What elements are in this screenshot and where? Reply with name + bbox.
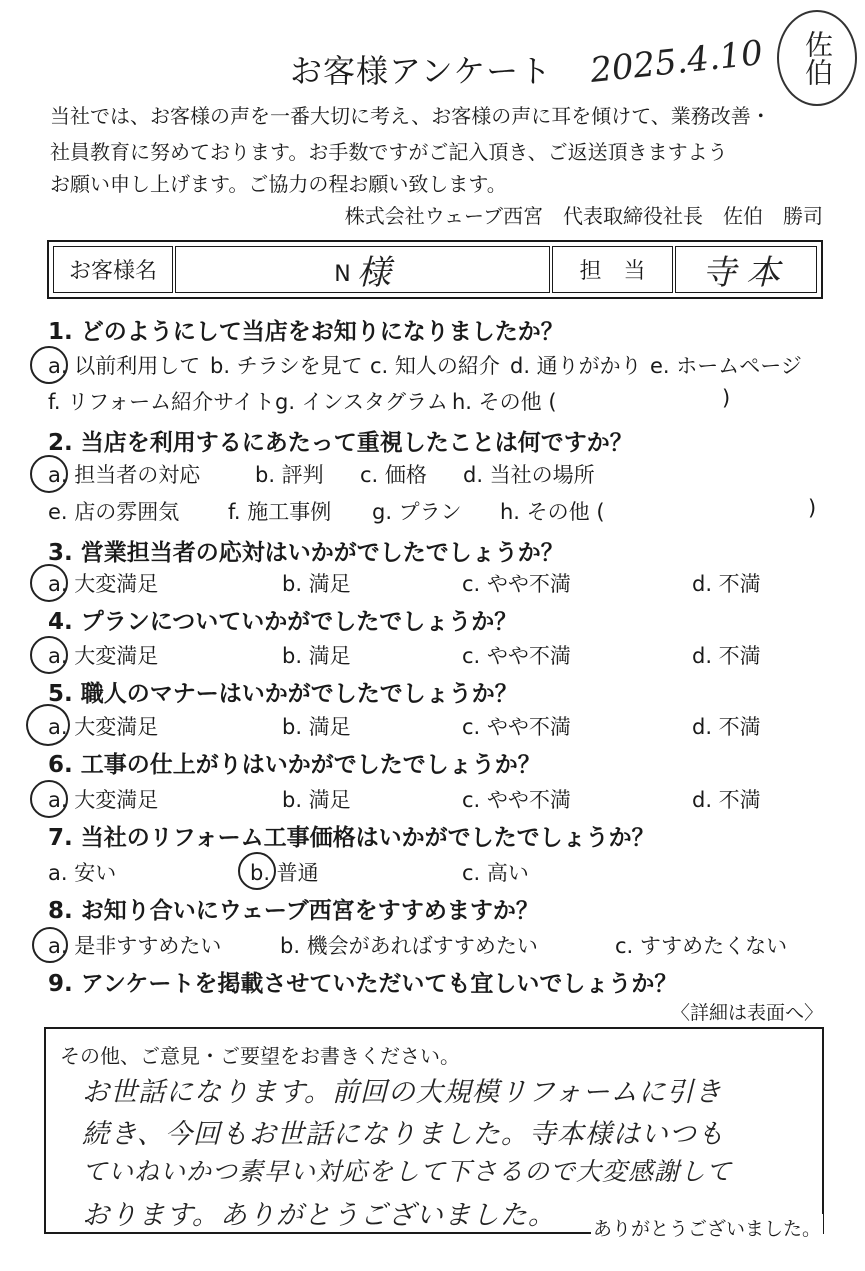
q4-option-d[interactable]: d. 不満 <box>692 644 761 668</box>
q5-option-b[interactable]: b. 満足 <box>282 715 351 739</box>
form-title: お客様アンケート <box>290 52 553 90</box>
q2-answer-circle <box>30 455 68 493</box>
q2-option-c[interactable]: c. 価格 <box>360 463 427 487</box>
q1-option-h-close: ) <box>722 386 731 410</box>
q8-option-b[interactable]: b. 機会があればすすめたい <box>280 934 538 958</box>
staff-field[interactable] <box>675 246 817 293</box>
stamp-text: 佐伯 <box>801 30 834 86</box>
comment-line-1: お世話になります。前回の大規模リフォームに引き <box>82 1077 723 1108</box>
q3-option-c[interactable]: c. やや不満 <box>462 572 571 596</box>
customer-header-table <box>47 240 823 299</box>
q1-option-a[interactable]: a. 以前利用して <box>48 354 201 378</box>
staff-name: 寺本 <box>702 253 790 293</box>
q1-option-e[interactable]: e. ホームページ <box>650 354 802 378</box>
q2-option-e[interactable]: e. 店の雰囲気 <box>48 500 180 524</box>
q1-option-f[interactable]: f. リフォーム紹介サイト <box>48 390 275 414</box>
customer-name-field[interactable] <box>175 246 550 293</box>
q1-option-c[interactable]: c. 知人の紹介 <box>370 354 500 378</box>
handwritten-date: 2025.4.10 <box>588 33 765 91</box>
q4-answer-circle <box>30 636 68 674</box>
q2-option-d[interactable]: d. 当社の場所 <box>463 463 595 487</box>
q7-option-b[interactable]: b. 普通 <box>250 861 319 885</box>
q6-option-d[interactable]: d. 不満 <box>692 788 761 812</box>
q6-option-c[interactable]: c. やや不満 <box>462 788 571 812</box>
q2-option-f[interactable]: f. 施工事例 <box>228 500 332 524</box>
q8-option-a[interactable]: a. 是非すすめたい <box>48 934 222 958</box>
q1-option-b[interactable]: b. チラシを見て <box>210 354 363 378</box>
q3-option-a[interactable]: a. 大変満足 <box>48 572 159 596</box>
question-1: 1. どのようにして当店をお知りになりましたか？ <box>48 319 564 345</box>
intro-line-2: 社員教育に努めております。お手数ですがご記入頂き、ご返送頂きますよう <box>50 140 728 164</box>
q3-option-b[interactable]: b. 満足 <box>282 572 351 596</box>
comment-line-4: おります。ありがとうございました。 <box>82 1200 556 1231</box>
q2-option-b[interactable]: b. 評判 <box>255 463 324 487</box>
question-8: 8. お知り合いにウェーブ西宮をすすめますか？ <box>48 898 539 924</box>
intro-line-3: お願い申し上げます。ご協力の程お願い致します。 <box>50 172 507 196</box>
thanks-text: ありがとうございました。 <box>591 1214 823 1241</box>
q4-option-a[interactable]: a. 大変満足 <box>48 644 159 668</box>
comment-label: その他、ご意見・ご要望をお書きください。 <box>60 1044 460 1068</box>
q2-option-g[interactable]: g. プラン <box>372 500 462 524</box>
q7-option-a[interactable]: a. 安い <box>48 861 117 885</box>
q1-option-h[interactable]: h. その他 ( <box>452 390 557 414</box>
q6-answer-circle <box>30 780 68 818</box>
q5-option-c[interactable]: c. やや不満 <box>462 715 571 739</box>
detail-note: 〈詳細は表面へ〉 <box>670 1002 823 1024</box>
question-5: 5. 職人のマナーはいかがでしたでしょうか？ <box>48 681 518 707</box>
question-4: 4. プランについていかがでしたでしょうか？ <box>48 609 518 635</box>
company-signature: 株式会社ウェーブ西宮 代表取締役社長 佐伯 勝司 <box>344 204 823 228</box>
intro-line-1: 当社では、お客様の声を一番大切に考え、お客様の声に耳を傾けて、業務改善・ <box>50 104 771 128</box>
q7-answer-circle <box>238 852 276 890</box>
q6-option-a[interactable]: a. 大変満足 <box>48 788 159 812</box>
q4-option-c[interactable]: c. やや不満 <box>462 644 571 668</box>
q3-answer-circle <box>30 564 68 602</box>
question-7: 7. 当社のリフォーム工事価格はいかがでしたでしょうか？ <box>48 825 655 851</box>
seal-stamp <box>777 10 857 106</box>
question-9: 9. アンケートを掲載させていただいても宜しいでしょうか？ <box>48 971 678 997</box>
comment-line-3: ていねいかつ素早い対応をして下さるので大変感謝して <box>82 1157 733 1186</box>
q3-option-d[interactable]: d. 不満 <box>692 572 761 596</box>
q5-answer-circle <box>26 704 70 746</box>
question-3: 3. 営業担当者の応対はいかがでしたでしょうか？ <box>48 540 564 566</box>
q7-option-c[interactable]: c. 高い <box>462 861 529 885</box>
question-6: 6. 工事の仕上がりはいかがでしたでしょうか？ <box>48 752 541 778</box>
question-2: 2. 当店を利用するにあたって重視したことは何ですか？ <box>48 430 633 456</box>
q6-option-b[interactable]: b. 満足 <box>282 788 351 812</box>
customer-name-label: お客様名 <box>53 246 173 293</box>
q1-option-d[interactable]: d. 通りがかり <box>510 354 642 378</box>
q8-answer-circle <box>32 927 68 963</box>
customer-name-honorific: 様 <box>356 253 391 293</box>
q8-option-c[interactable]: c. すすめたくない <box>615 934 788 958</box>
customer-name-initial: N <box>334 262 351 287</box>
q2-option-h-close: ) <box>808 496 817 520</box>
q4-option-b[interactable]: b. 満足 <box>282 644 351 668</box>
comment-line-2: 続き、今回もお世話になりました。寺本様はいつも <box>82 1119 725 1150</box>
q2-option-a[interactable]: a. 担当者の対応 <box>48 463 201 487</box>
q5-option-d[interactable]: d. 不満 <box>692 715 761 739</box>
staff-label: 担 当 <box>552 246 673 293</box>
q1-option-g[interactable]: g. インスタグラム <box>275 390 448 414</box>
q2-option-h[interactable]: h. その他 ( <box>500 500 605 524</box>
q1-answer-circle <box>30 346 68 384</box>
q5-option-a[interactable]: a. 大変満足 <box>48 715 159 739</box>
